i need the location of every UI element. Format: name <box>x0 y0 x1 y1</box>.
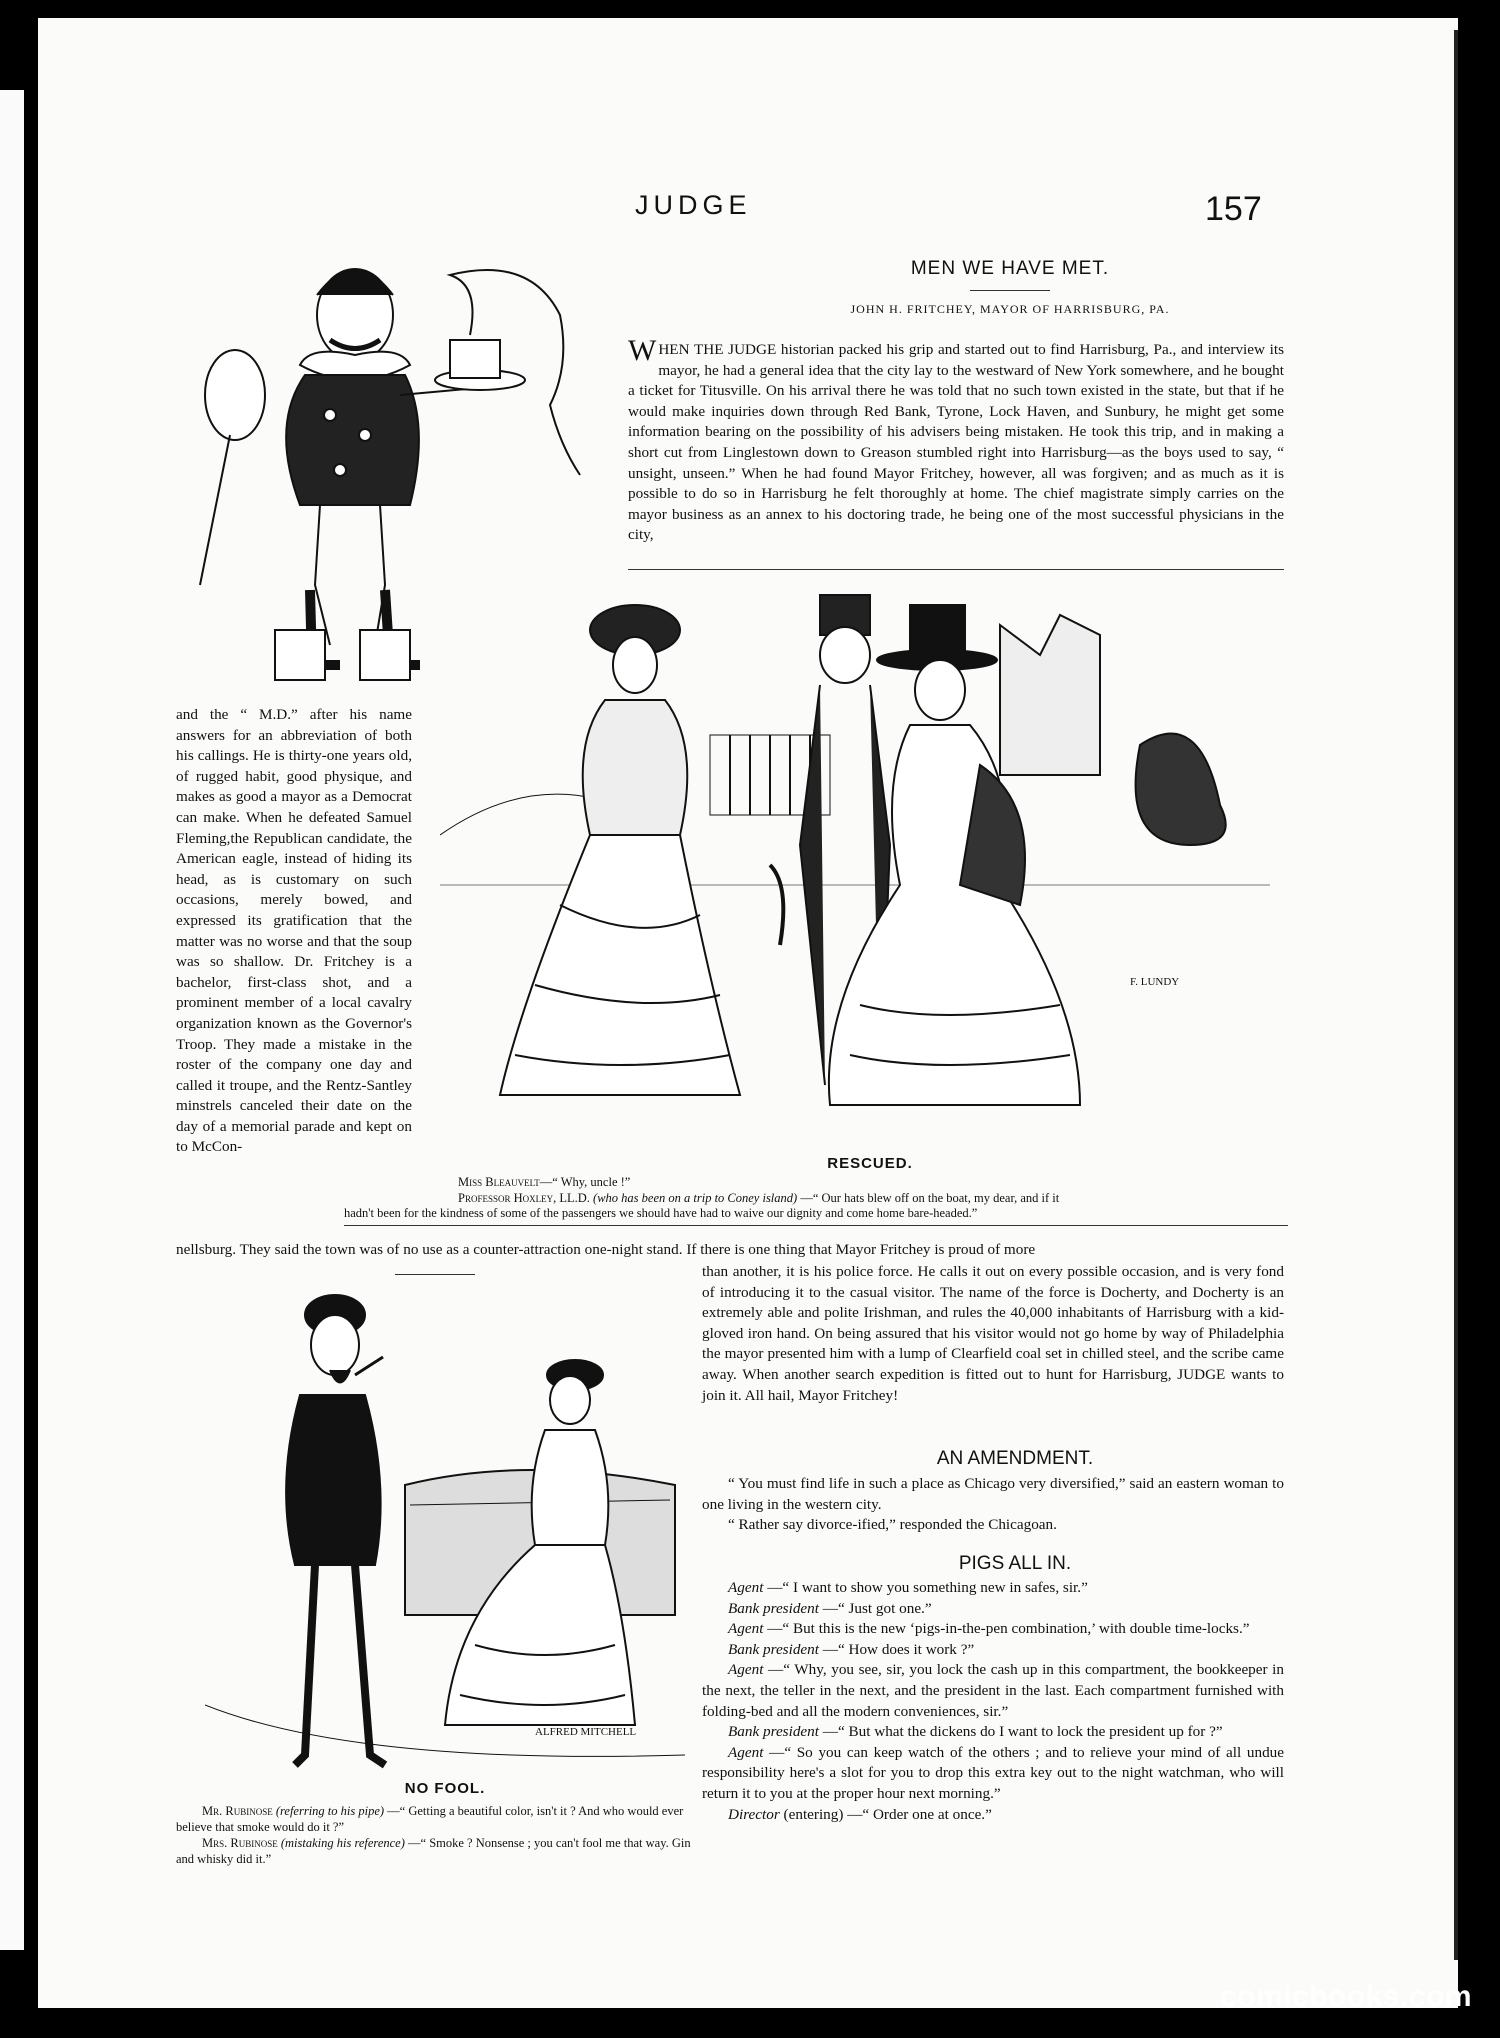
rescued-caption-line-3: hadn't been for the kindness of some of the passengers we should have had to waive our dignity and come home bare-headed.” <box>344 1206 978 1220</box>
article-intro-text: HEN THE JUDGE historian packed his grip and started out to find Harrisburg, Pa., and interview its mayor, he had a general idea that the city lay to the westward of New York somewhere, and he bought a ticket for Titusville. On his arrival there he was told that no such town existed in the state, but that if he would make inquiries down through Red Bank, Tyrone, Lock Haven, and Sunbury, he might get some information bearing on the possibility of his advisers being mistaken. He took this trip, and in making a short cut from Linglestown down to Greason stumbled right into Harrisburg—as the boys used to say, “ unsight, unseen.” When he had found Mayor Fritchey, however, all was forgiven; and as much as it is possible to do so in Harrisburg he felt thoroughly at home. The chief magistrate simply carries on the mayor business as an annex to his doctoring trade, he being one of the most successful physicians in the city, <box>628 341 1284 544</box>
rescued-caption-line-2 <box>458 1190 1288 1206</box>
article-subtitle: JOHN H. FRITCHEY, MAYOR OF HARRISBURG, PA. <box>850 302 1170 316</box>
dialogue-text: —“ But this is the new ‘pigs-in-the-pen combination,’ with double time-locks.” <box>767 1620 1250 1638</box>
amendment-title: AN AMENDMENT. <box>936 1448 1094 1469</box>
speaker-name: Director <box>728 1805 780 1823</box>
dialogue-text: (entering) —“ Order one at once.” <box>783 1805 992 1823</box>
amendment-body <box>702 1474 1284 1536</box>
page-number: 157 <box>1205 190 1262 228</box>
no-fool-caption-line-2 <box>176 1835 706 1867</box>
caption-text: —“ Why, uncle !” <box>539 1175 631 1189</box>
page-edge-line <box>1454 30 1458 1960</box>
amendment-paragraph: “ Rather say divorce-ified,” responded the Chicagoan. <box>728 1516 1057 1534</box>
no-fool-caption-line-1 <box>176 1803 706 1835</box>
caption-aside: (mistaking his reference) <box>280 1836 405 1850</box>
site-watermark: comicbooks.com <box>1220 1980 1473 2013</box>
no-fool-caption-title: NO FOOL. <box>404 1780 486 1797</box>
speaker-name: Bank president <box>728 1723 819 1741</box>
caption-text: —“ Our hats blew off on the boat, my dear, and if it <box>800 1191 1060 1205</box>
small-rule <box>395 1274 475 1275</box>
speaker-name: Bank president <box>728 1640 819 1658</box>
dialogue-text: —“ Why, you see, sir, you lock the cash up in this compartment, the bookkeeper in the next, the teller in the next, and the president in the last. Each compartment furnished with folding-bed and all the modern conveniences, sir.” <box>702 1661 1284 1720</box>
rescued-illustration <box>440 585 1270 1145</box>
caption-aside: (referring to his pipe) <box>275 1804 385 1818</box>
caption-text: —“ Smoke ? Nonsense ; you can't fool me that way. Gin and whisky did it.” <box>176 1836 691 1866</box>
dialogue-text: —“ But what the dickens do I want to lock the president up for ?” <box>822 1723 1223 1741</box>
rescued-caption-line-1 <box>458 1174 1288 1190</box>
article-right-column: than another, it is his police force. He calls it out on every possible occasion, and is very fond of introducing it to the casual visitor. The name of the force is Docherty, and Docherty is an extremely able and polite Irishman, and rules the 40,000 inhabitants of Harrisburg with a kid-gloved iron hand. On being assured that his visitor would not go home by way of Philadelphia the mayor presented him with a lump of Clearfield coal set in chilled steel, and the scribe came away. When another search expedition is fitted out to hunt for Harrisburg, JUDGE wants to join it. All hail, Mayor Fritchey! <box>702 1263 1284 1404</box>
article-left-column: and the “ M.D.” after his name answers for an abbreviation of both his callings. He is thirty-one years old, of rugged habit, good physique, and makes as good a mayor as a Democrat can make. When he defeated Samuel Fleming,the Republican candidate, the American eagle, instead of hiding its head, as is customary on such occasions, merely bowed, and expressed its gratification that the matter was no worse and that the soup was so shallow. Dr. Fritchey is a bachelor, first-class shot, and a prominent member of a local cavalry organization known as the Governor's Troop. They made a mistake in the roster of the company one day and called it troupe, and the Rentz-Santley minstrels canceled their date on the day of a memorial parade and kept on to McCon- <box>176 706 412 1156</box>
dialogue-text: —“ Just got one.” <box>822 1599 932 1617</box>
no-fool-illustration <box>205 1285 685 1775</box>
caption-aside: (who has been on a trip to Coney island) <box>593 1191 798 1205</box>
previous-page-edge <box>0 90 24 1950</box>
dialogue-text: —“ I want to show you something new in safes, sir.” <box>767 1579 1088 1596</box>
rescued-caption-title: RESCUED. <box>827 1155 913 1172</box>
dialogue-text: —“ So you can keep watch of the others ; and to relieve your mind of all undue responsibility here's a slot for you to drop this extra key out to the night watchman, who will return it to you at the proper hour next morning.” <box>702 1743 1284 1802</box>
article-title: MEN WE HAVE MET. <box>910 258 1110 279</box>
masthead: JUDGE <box>635 190 752 220</box>
drop-cap: W <box>628 334 657 367</box>
speaker-name: Agent <box>728 1661 764 1679</box>
dialogue-line <box>702 1805 1284 1826</box>
section-rule <box>628 569 1284 570</box>
article-continuation-line: nellsburg. They said the town was of no use as a counter-attraction one-night stand. If there is one thing that Mayor Fritchey is proud of more <box>176 1241 1036 1258</box>
no-fool-artist-signature: ALFRED MITCHELL <box>535 1726 637 1738</box>
dialogue-line <box>702 1660 1284 1722</box>
speaker-name: Agent <box>728 1743 764 1761</box>
pigs-body <box>702 1578 1284 1825</box>
speaker-name: Bank president <box>728 1599 819 1617</box>
dialogue-line <box>702 1722 1284 1743</box>
speaker-name: Professor Hoxley, LL.D. <box>458 1191 590 1205</box>
dialogue-line <box>702 1640 1284 1661</box>
dialogue-line <box>702 1578 1284 1599</box>
caption-rule <box>344 1225 1288 1226</box>
dialogue-text: —“ How does it work ?” <box>822 1640 975 1658</box>
amendment-paragraph: “ You must find life in such a place as Chicago very diversified,” said an eastern woman to one living in the western city. <box>702 1475 1284 1513</box>
dialogue-line <box>702 1619 1284 1640</box>
speaker-name: Agent <box>728 1579 764 1596</box>
speaker-name: Miss Bleauvelt <box>458 1175 540 1189</box>
pigs-title: PIGS ALL IN. <box>958 1553 1072 1574</box>
right-margin-shadow <box>1466 0 1500 2038</box>
article-intro <box>628 334 1284 546</box>
speaker-name: Mrs. Rubinose <box>202 1836 278 1850</box>
no-fool-caption <box>176 1803 706 1867</box>
title-rule <box>970 290 1050 291</box>
dialogue-line <box>702 1599 1284 1620</box>
rescued-artist-signature: F. LUNDY <box>1130 976 1180 988</box>
caption-text: —“ Getting a beautiful color, isn't it ? And who would ever believe that smoke would do it ?” <box>176 1804 684 1834</box>
speaker-name: Mr. Rubinose <box>202 1804 273 1818</box>
speaker-name: Agent <box>728 1620 764 1638</box>
dialogue-line <box>702 1743 1284 1805</box>
